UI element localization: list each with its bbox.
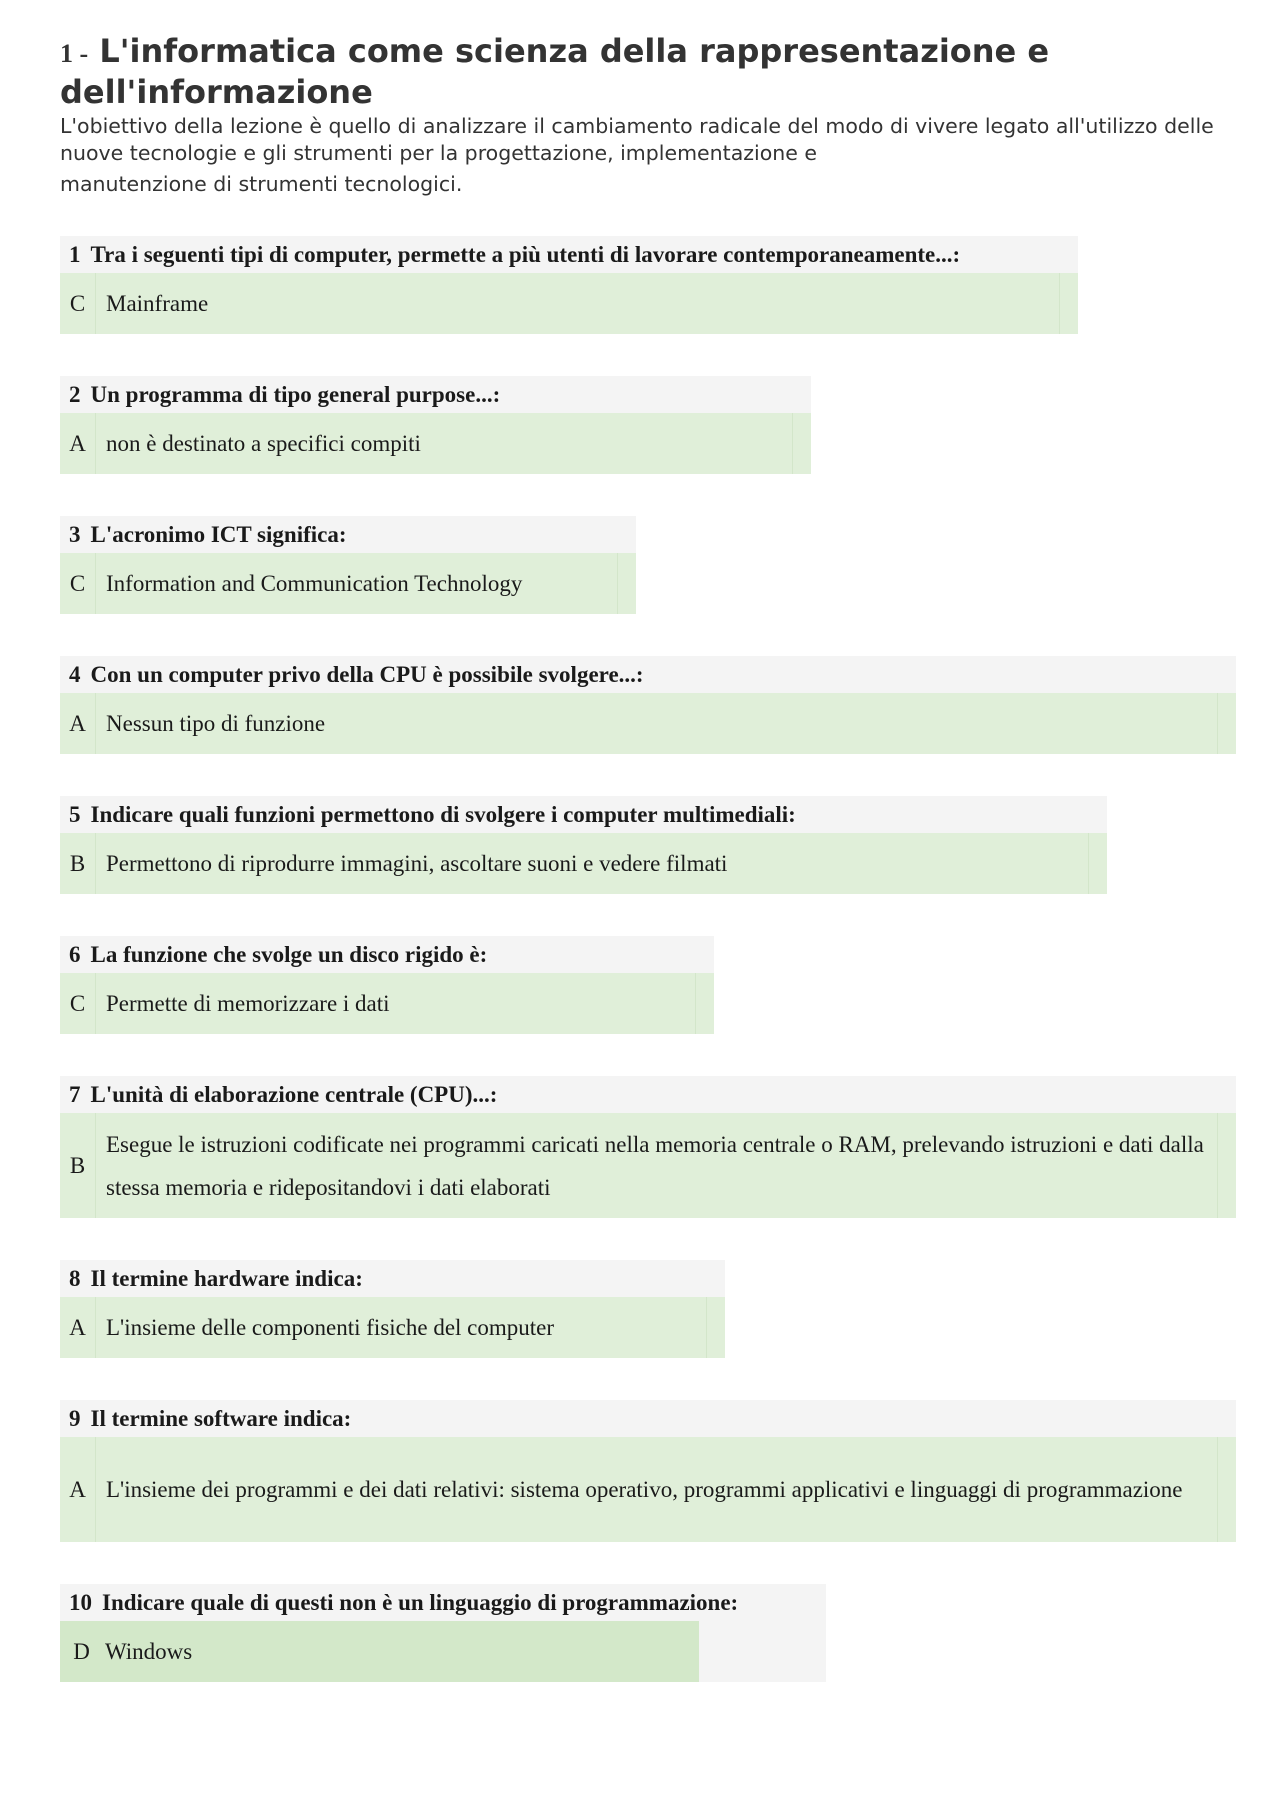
question-text: Il termine hardware indica:: [90, 1266, 363, 1291]
question-number: 6: [69, 942, 81, 967]
answer-row: [60, 553, 636, 614]
lesson-number: 1 -: [60, 39, 89, 68]
answer-row: [60, 973, 714, 1034]
answer-text: Windows: [103, 1621, 699, 1682]
question-block: [60, 796, 1107, 894]
question-block: [60, 656, 1236, 754]
answer-text: Permettono di riprodurre immagini, ascoltare suoni e vedere filmati: [96, 833, 1089, 894]
answer-letter: B: [60, 833, 96, 894]
answer-letter: D: [60, 1621, 103, 1682]
question-header: [60, 796, 1107, 833]
question-block: [60, 236, 1078, 334]
answer-letter: B: [60, 1113, 96, 1218]
answer-text: Mainframe: [96, 273, 1060, 334]
question-header: [60, 236, 1078, 273]
question-header: [60, 656, 1236, 693]
question-text: Indicare quale di questi non è un linguaggio di programmazione:: [102, 1590, 739, 1615]
question-block: [60, 376, 811, 474]
question-header: [60, 1260, 725, 1297]
question-number: 7: [69, 1082, 81, 1107]
answer-letter: C: [60, 973, 96, 1034]
answer-row: [60, 693, 1236, 754]
question-number: 3: [69, 522, 81, 547]
question-block: [60, 1584, 826, 1682]
lesson-description-line1: L'obiettivo della lezione è quello di analizzare il cambiamento radicale del modo di vivere legato all'utilizzo delle nuove tecnologie e gli strumenti per la progettazione, implementazione e: [60, 114, 1214, 165]
lesson-page: [60, 32, 1240, 198]
answer-text: Esegue le istruzioni codificate nei programmi caricati nella memoria centrale o RAM, prelevando istruzioni e dati dalla stessa memoria e ridepositandovi i dati elaborati: [96, 1113, 1218, 1218]
answer-text: L'insieme dei programmi e dei dati relativi: sistema operativo, programmi applicativi e linguaggi di programmazione: [96, 1437, 1218, 1542]
answer-row: [60, 273, 1078, 334]
question-header: [60, 1584, 826, 1621]
question-number: 1: [69, 242, 81, 267]
question-number: 9: [69, 1406, 81, 1431]
question-header: [60, 936, 714, 973]
question-number: 10: [69, 1590, 92, 1615]
question-text: Con un computer privo della CPU è possibile svolgere...:: [90, 662, 644, 687]
question-text: Tra i seguenti tipi di computer, permette a più utenti di lavorare contemporaneamente...:: [90, 242, 961, 267]
question-text: Indicare quali funzioni permettono di svolgere i computer multimediali:: [90, 802, 796, 827]
answer-letter: A: [60, 693, 96, 754]
answer-row: [60, 413, 811, 474]
answer-letter: A: [60, 1297, 96, 1358]
answer-letter: A: [60, 1437, 96, 1542]
answer-row: [60, 1297, 725, 1358]
answer-text: Information and Communication Technology: [96, 553, 618, 614]
answer-letter: C: [60, 273, 96, 334]
question-text: Un programma di tipo general purpose...:: [90, 382, 501, 407]
answer-text: L'insieme delle componenti fisiche del computer: [96, 1297, 707, 1358]
question-block: [60, 516, 636, 614]
answer-row: [60, 833, 1107, 894]
question-text: La funzione che svolge un disco rigido è:: [90, 942, 488, 967]
question-number: 5: [69, 802, 81, 827]
answer-text: Permette di memorizzare i dati: [96, 973, 696, 1034]
lesson-description-line2: manutenzione di strumenti tecnologici.: [60, 172, 463, 196]
question-block: [60, 1076, 1236, 1218]
answer-row: [60, 1621, 826, 1682]
question-number: 4: [69, 662, 81, 687]
question-number: 2: [69, 382, 81, 407]
lesson-title: [60, 32, 1240, 111]
question-block: [60, 1400, 1236, 1542]
question-header: [60, 1400, 1236, 1437]
question-text: L'acronimo ICT significa:: [90, 522, 347, 547]
question-text: Il termine software indica:: [90, 1406, 352, 1431]
lesson-description: [60, 113, 1240, 198]
question-block: [60, 936, 714, 1034]
question-text: L'unità di elaborazione centrale (CPU)...:: [90, 1082, 498, 1107]
answer-text: Nessun tipo di funzione: [96, 693, 1218, 754]
answer-letter: A: [60, 413, 96, 474]
answer-row: [60, 1113, 1236, 1218]
lesson-title-text: L'informatica come scienza della rappresentazione e dell'informazione: [60, 32, 1050, 111]
question-header: [60, 376, 811, 413]
question-header: [60, 516, 636, 553]
answer-row: [60, 1437, 1236, 1542]
question-number: 8: [69, 1266, 81, 1291]
question-block: [60, 1260, 725, 1358]
answer-text: non è destinato a specifici compiti: [96, 413, 793, 474]
question-header: [60, 1076, 1236, 1113]
answer-letter: C: [60, 553, 96, 614]
